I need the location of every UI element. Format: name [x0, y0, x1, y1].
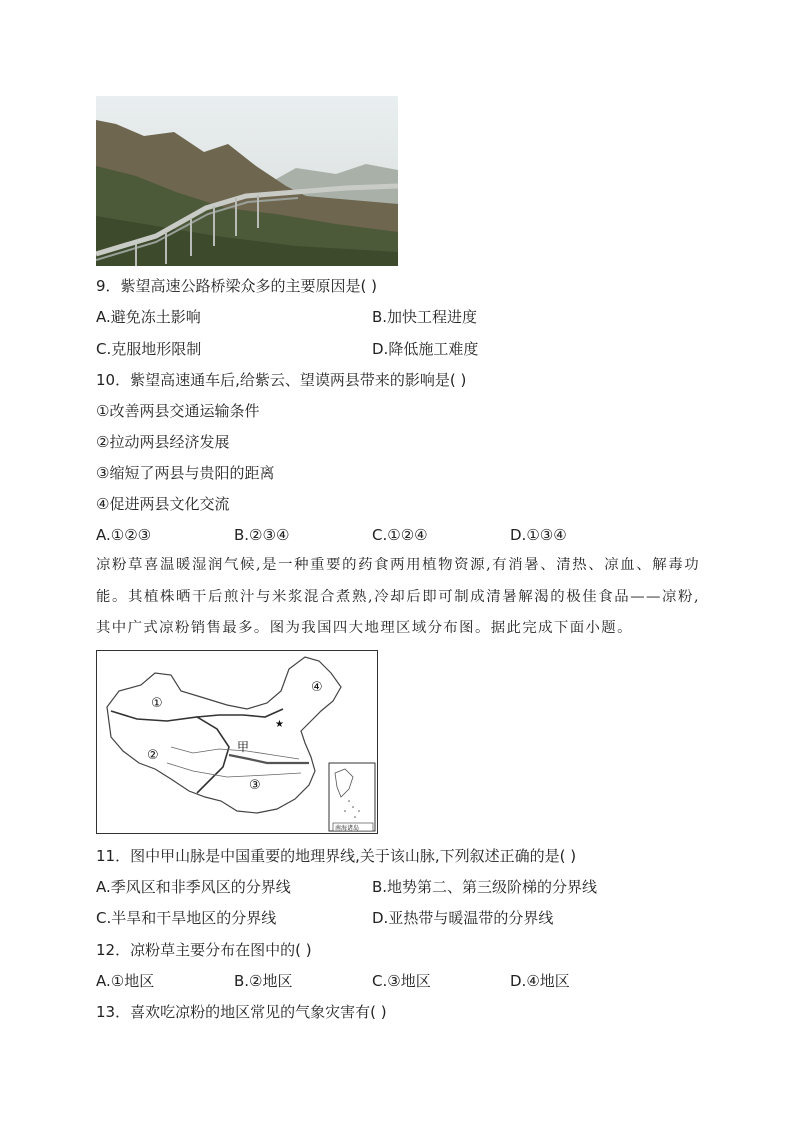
q10-option-b[interactable]: B.②③④	[234, 526, 290, 544]
reading-passage: 凉粉草喜温暖湿润气候,是一种重要的药食两用植物资源,有消暑、清热、凉血、解毒功能。其植株晒干后煎汁与米浆混合煮熟,冷却后即可制成清暑解渴的极佳食品——凉粉,其中广式凉粉销售最多。图为我国四大地理区域分布图。据此完成下面小题。	[96, 557, 700, 636]
q12-stem: 12．凉粉草主要分布在图中的( )	[96, 941, 312, 959]
map-label-4: ④	[311, 680, 323, 695]
q11-option-b[interactable]: B.地势第二、第三级阶梯的分界线	[372, 878, 598, 896]
svg-text:★: ★	[275, 719, 284, 730]
q11-stem: 11．图中甲山脉是中国重要的地理界线,关于该山脉,下列叙述正确的是( )	[96, 847, 577, 865]
q9-option-b[interactable]: B.加快工程进度	[372, 308, 478, 326]
china-regions-map	[96, 650, 378, 834]
q10-option-a[interactable]: A.①②③	[96, 526, 152, 544]
q9-option-d[interactable]: D.降低施工难度	[372, 340, 479, 358]
map-label-2: ②	[147, 748, 159, 763]
q10-option-d[interactable]: D.①③④	[510, 526, 567, 544]
q10-item-4: ④促进两县文化交流	[96, 495, 230, 513]
q11-option-a[interactable]: A.季风区和非季风区的分界线	[96, 878, 291, 896]
q12-option-c[interactable]: C.③地区	[372, 972, 431, 990]
q9-option-a[interactable]: A.避免冻土影响	[96, 308, 201, 326]
map-inset-label: 南海诸岛	[335, 825, 360, 832]
highway-bridge-photo	[96, 96, 398, 266]
q12-option-b[interactable]: B.②地区	[234, 972, 293, 990]
map-label-jia: 甲	[237, 740, 250, 754]
q12-option-a[interactable]: A.①地区	[96, 972, 155, 990]
q9-stem: 9．紫望高速公路桥梁众多的主要原因是( )	[96, 277, 378, 295]
q10-item-3: ③缩短了两县与贵阳的距离	[96, 464, 275, 482]
q12-option-d[interactable]: D.④地区	[510, 972, 570, 990]
q10-stem: 10．紫望高速通车后,给紫云、望谟两县带来的影响是( )	[96, 371, 467, 389]
map-label-1: ①	[151, 696, 163, 711]
q11-option-c[interactable]: C.半旱和干旱地区的分界线	[96, 909, 277, 927]
q10-item-2: ②拉动两县经济发展	[96, 433, 230, 451]
q13-stem: 13．喜欢吃凉粉的地区常见的气象灾害有( )	[96, 1003, 387, 1021]
q10-option-c[interactable]: C.①②④	[372, 526, 428, 544]
q11-option-d[interactable]: D.亚热带与暖温带的分界线	[372, 909, 554, 927]
q10-item-1: ①改善两县交通运输条件	[96, 402, 260, 420]
map-label-3: ③	[249, 778, 261, 793]
q9-option-c[interactable]: C.克服地形限制	[96, 340, 202, 358]
